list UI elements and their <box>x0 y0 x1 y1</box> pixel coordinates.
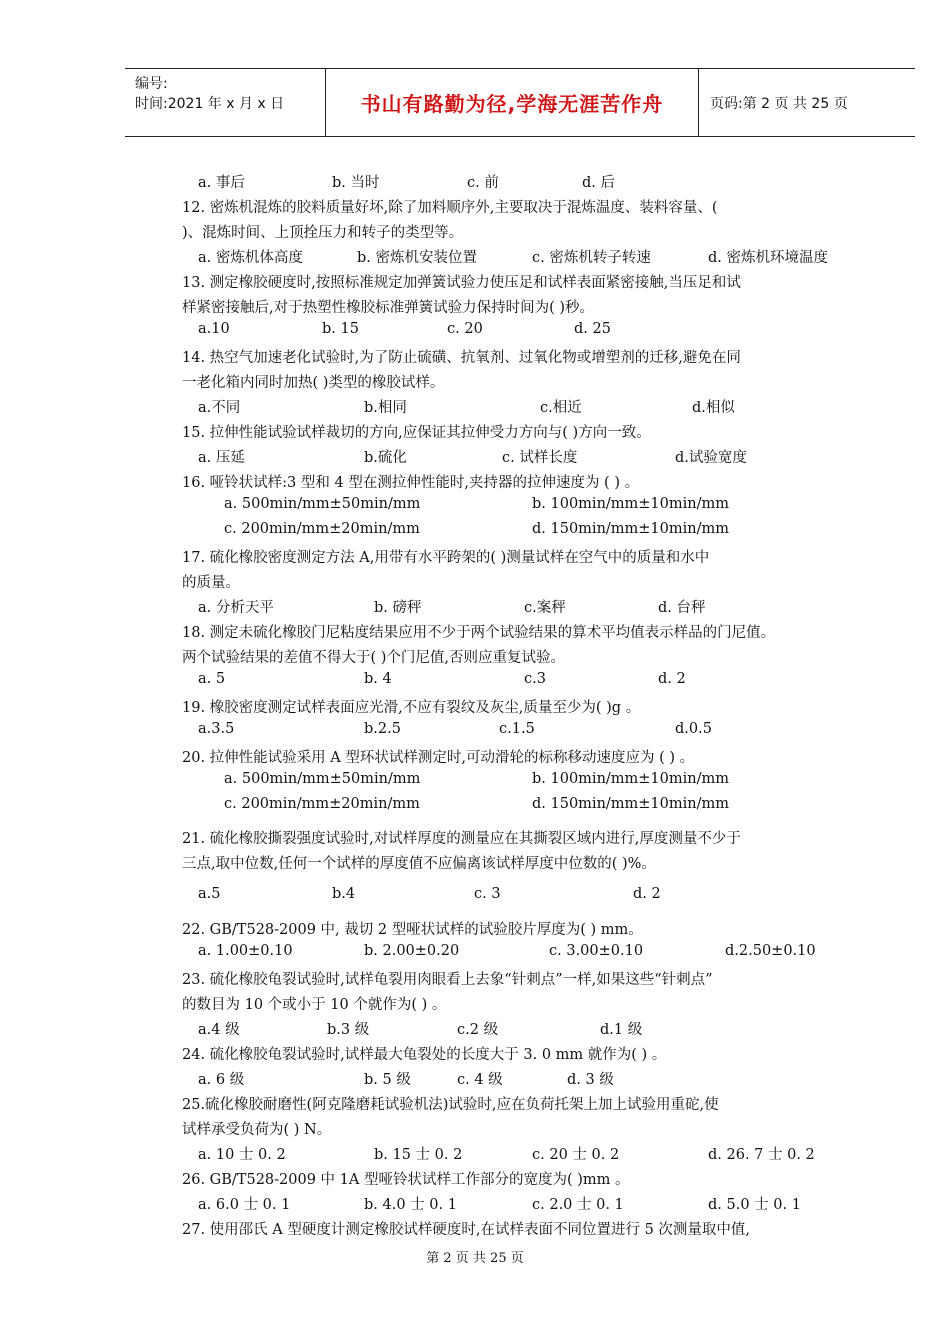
header-motto-cell <box>325 69 699 136</box>
option-b: b. 4 <box>364 671 392 687</box>
option-b: b. 2.00±0.20 <box>364 943 460 959</box>
option-a: a. 6.0 士 0. 1 <box>198 1197 291 1213</box>
option-c: c. 前 <box>467 175 499 191</box>
option-d: d.1 级 <box>600 1022 643 1038</box>
question-text: 18. 测定未硫化橡胶门尼粘度结果应用不少于两个试验结果的算术平均值表示样品的门尼值。 <box>182 625 776 641</box>
option-c: c.3 <box>524 671 546 687</box>
option-d: d. 26. 7 士 0. 2 <box>708 1147 815 1163</box>
option-d: d.0.5 <box>675 721 712 737</box>
option-b: b.硫化 <box>364 450 407 466</box>
option-d: d. 5.0 士 0. 1 <box>708 1197 801 1213</box>
option-c: c. 试样长度 <box>502 450 578 466</box>
option-d: d. 3 级 <box>567 1072 614 1088</box>
question-text: 21. 硫化橡胶撕裂强度试验时,对试样厚度的测量应在其撕裂区域内进行,厚度测量不少于 <box>182 831 741 847</box>
option-c: c. 密炼机转子转速 <box>532 250 651 266</box>
option-c: c.案秤 <box>524 600 566 616</box>
option-a: a. 分析天平 <box>198 600 274 616</box>
page-header <box>125 68 915 137</box>
option-b: b.3 级 <box>327 1022 370 1038</box>
question-text: 14. 热空气加速老化试验时,为了防止硫磺、抗氧剂、过氧化物或增塑剂的迁移,避免在同 <box>182 350 741 366</box>
option-a: a.5 <box>198 886 221 902</box>
question-text: 20. 拉伸性能试验采用 A 型环状试样测定时,可动滑轮的标称移动速度应为 ( ) 。 <box>182 750 695 766</box>
option-a: a.不同 <box>198 400 241 416</box>
option-d: d. 2 <box>658 671 686 687</box>
question-text: 12. 密炼机混炼的胶料质量好坏,除了加料顺序外,主要取决于混炼温度、装料容量、( <box>182 200 718 216</box>
question-text: 15. 拉伸性能试验试样裁切的方向,应保证其拉伸受力方向与( )方向一致。 <box>182 425 651 441</box>
option-d: d. 密炼机环境温度 <box>708 250 828 266</box>
option-d: d. 150min/mm±10min/mm <box>532 521 729 537</box>
page-footer: 第 2 页 共 25 页 <box>426 1251 524 1266</box>
option-c: c. 200min/mm±20min/mm <box>224 796 420 812</box>
option-c: c.1.5 <box>499 721 535 737</box>
question-text: 13. 测定橡胶硬度时,按照标准规定加弹簧试验力使压足和试样表面紧密接触,当压足和试 <box>182 275 741 291</box>
option-d: d. 2 <box>633 886 661 902</box>
option-a: a. 6 级 <box>198 1072 245 1088</box>
question-text: )、混炼时间、上顶拴压力和转子的类型等。 <box>182 225 464 241</box>
option-a: a. 10 士 0. 2 <box>198 1147 286 1163</box>
option-d: d. 25 <box>574 321 611 337</box>
option-c: c. 200min/mm±20min/mm <box>224 521 420 537</box>
option-b: b.4 <box>332 886 356 902</box>
option-b: b. 5 级 <box>364 1072 411 1088</box>
motto-text: 书山有路勤为径,学海无涯苦作舟 <box>360 92 664 116</box>
question-text: 一老化箱内同时加热( )类型的橡胶试样。 <box>182 375 445 391</box>
option-b: b.相同 <box>364 400 407 416</box>
question-text: 两个试验结果的差值不得大于( )个门尼值,否则应重复试验。 <box>182 650 566 666</box>
question-text: 24. 硫化橡胶龟裂试验时,试样最大龟裂处的长度大于 3. 0 mm 就作为( ) 。 <box>182 1047 667 1063</box>
option-c: c. 2.0 士 0. 1 <box>532 1197 624 1213</box>
question-text: 23. 硫化橡胶龟裂试验时,试样龟裂用肉眼看上去象“针刺点”一样,如果这些“针刺点” <box>182 972 713 988</box>
option-c: c.相近 <box>540 400 582 416</box>
question-text: 的数目为 10 个或小于 10 个就作为( ) 。 <box>182 997 447 1013</box>
question-text: 样紧密接触后,对于热塑性橡胶标准弹簧试验力保持时间为( )秒。 <box>182 300 595 316</box>
option-b: b. 100min/mm±10min/mm <box>532 771 729 787</box>
option-b: b. 15 士 0. 2 <box>374 1147 463 1163</box>
question-text: 19. 橡胶密度测定试样表面应光滑,不应有裂纹及灰尘,质量至少为( )g 。 <box>182 700 641 716</box>
question-text: 26. GB/T528-2009 中 1A 型哑铃状试样工作部分的宽度为( )mm 。 <box>182 1172 630 1188</box>
option-a: a. 500min/mm±50min/mm <box>224 771 421 787</box>
option-a: a. 密炼机体高度 <box>198 250 303 266</box>
option-c: c. 4 级 <box>457 1072 503 1088</box>
option-c: c.2 级 <box>457 1022 499 1038</box>
option-c: c. 3.00±0.10 <box>549 943 644 959</box>
option-a: a.3.5 <box>198 721 235 737</box>
option-b: b. 15 <box>322 321 359 337</box>
question-text: 27. 使用邵氏 A 型硬度计测定橡胶试样硬度时,在试样表面不同位置进行 5 次测量取中值, <box>182 1222 751 1238</box>
question-text: 25.硫化橡胶耐磨性(阿克隆磨耗试验机法)试验时,应在负荷托架上加上试验用重砣,使 <box>182 1097 719 1113</box>
page-number-label: 页码:第 2 页 共 25 页 <box>710 95 848 112</box>
option-b: b.2.5 <box>364 721 401 737</box>
option-c: c. 20 士 0. 2 <box>532 1147 620 1163</box>
option-d: d. 后 <box>582 175 616 191</box>
option-c: c. 3 <box>474 886 501 902</box>
option-a: a. 500min/mm±50min/mm <box>224 496 421 512</box>
option-a: a. 事后 <box>198 175 245 191</box>
question-text: 17. 硫化橡胶密度测定方法 A,用带有水平跨架的( )测量试样在空气中的质量和水中 <box>182 550 710 566</box>
code-label: 编号: <box>135 76 168 92</box>
option-a: a. 压延 <box>198 450 245 466</box>
option-b: b. 密炼机安装位置 <box>357 250 477 266</box>
question-text: 22. GB/T528-2009 中, 裁切 2 型哑状试样的试验胶片厚度为( ) mm。 <box>182 922 643 938</box>
option-a: a.4 级 <box>198 1022 240 1038</box>
option-a: a. 1.00±0.10 <box>198 943 293 959</box>
option-d: d.试验宽度 <box>675 450 747 466</box>
option-d: d. 150min/mm±10min/mm <box>532 796 729 812</box>
header-meta-cell <box>125 69 325 136</box>
option-b: b. 4.0 士 0. 1 <box>364 1197 457 1213</box>
option-c: c. 20 <box>447 321 483 337</box>
question-text: 试样承受负荷为( ) N。 <box>182 1122 332 1138</box>
option-b: b. 磅秤 <box>374 600 422 616</box>
option-b: b. 当时 <box>332 175 380 191</box>
header-page-cell <box>698 69 915 136</box>
option-d: d.2.50±0.10 <box>725 943 816 959</box>
question-text: 三点,取中位数,任何一个试样的厚度值不应偏离该试样厚度中位数的( )%。 <box>182 856 656 872</box>
time-label: 时间:2021 年 x 月 x 日 <box>135 96 285 112</box>
option-a: a.10 <box>198 321 230 337</box>
option-a: a. 5 <box>198 671 226 687</box>
question-text: 16. 哑铃状试样:3 型和 4 型在测拉伸性能时,夹持器的拉伸速度为 ( ) 。 <box>182 475 640 491</box>
option-d: d. 台秤 <box>658 600 706 616</box>
option-d: d.相似 <box>692 400 735 416</box>
option-b: b. 100min/mm±10min/mm <box>532 496 729 512</box>
question-text: 的质量。 <box>182 575 240 591</box>
